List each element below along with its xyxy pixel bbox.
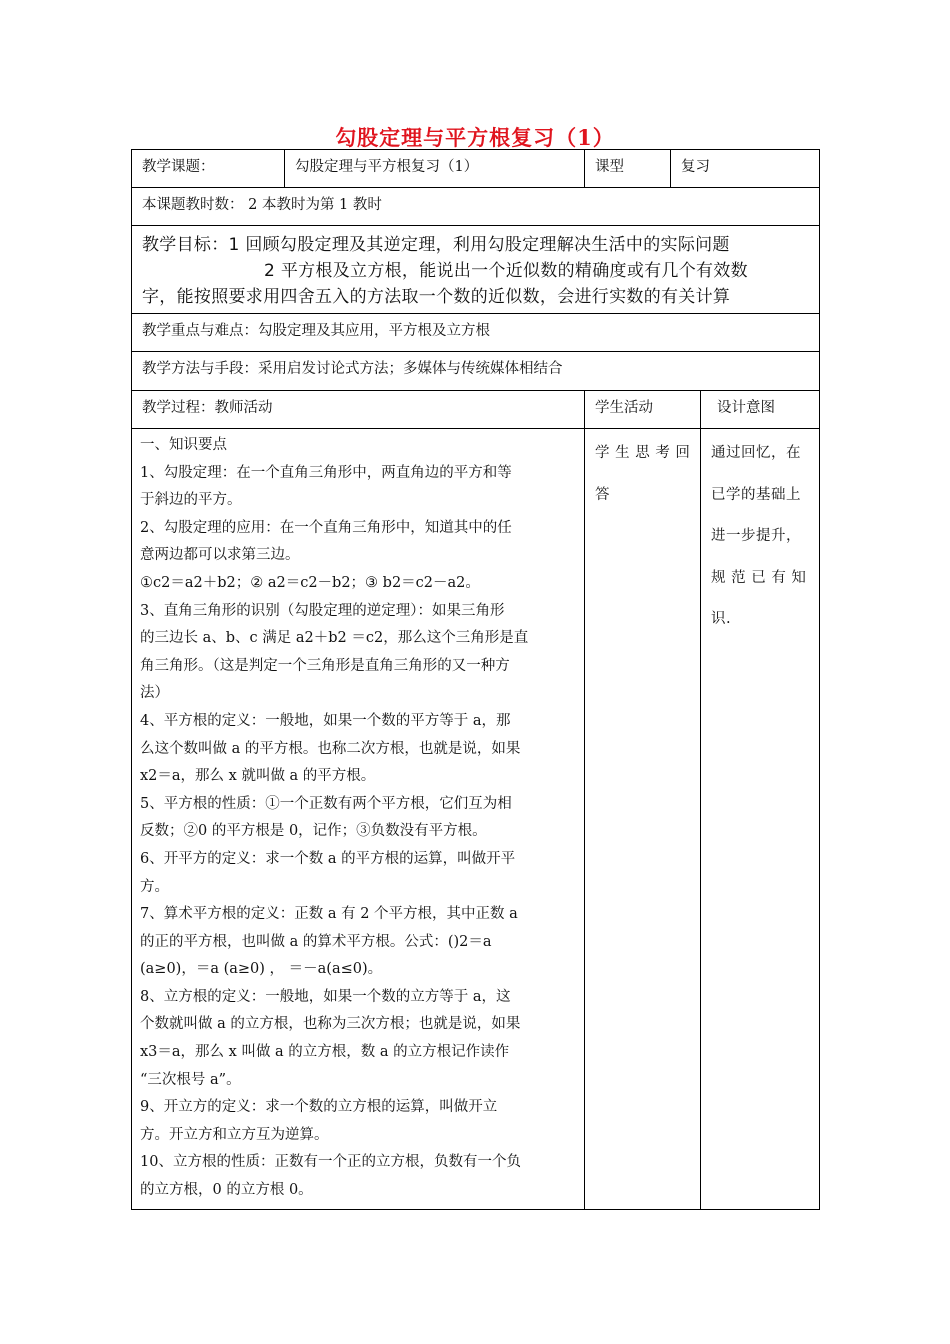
- knowledge-line: 法）: [140, 685, 169, 702]
- student-activity-line: 答: [595, 487, 610, 503]
- knowledge-line: x2＝a，那么 x 就叫做 a 的平方根。: [140, 768, 376, 785]
- knowledge-line: 7、算术平方根的定义：正数 a 有 2 个平方根，其中正数 a: [140, 906, 518, 923]
- hours-row: [131, 187, 820, 225]
- knowledge-line: 角三角形。（这是判定一个三角形是直角三角形的又一种方: [140, 657, 510, 674]
- knowledge-points: [132, 429, 584, 1209]
- knowledge-line: 反数；②0 的平方根是 0，记作；③负数没有平方根。: [140, 823, 487, 840]
- process-header-row: [131, 390, 820, 428]
- knowledge-line: 1、勾股定理：在一个直角三角形中，两直角边的平方和等: [140, 464, 512, 481]
- knowledge-line: 9、开立方的定义：求一个数的立方根的运算，叫做开立: [140, 1099, 498, 1116]
- design-intent-cell: [700, 429, 821, 1209]
- hours-text: 本课题教时数： 2 本教时为第 1 教时: [142, 197, 382, 213]
- design-intent-line: 进一步提升，: [711, 528, 801, 544]
- design-intent-line: 已学的基础上: [711, 486, 801, 503]
- design-intent-line: 识.: [711, 611, 732, 627]
- lesson-plan-table: [131, 149, 820, 1210]
- knowledge-line: 一、知识要点: [140, 437, 227, 453]
- design-intent-line: 通过回忆，在: [711, 445, 801, 461]
- objective-line-3: 字，能按照要求用四舍五入的方法取一个数的近似数，会进行实数的有关计算: [142, 287, 731, 307]
- objectives-row: [131, 225, 820, 313]
- knowledge-line: 的三边长 a、b、c 满足 a2＋b2 ＝c2，那么这个三角形是直: [140, 630, 529, 647]
- knowledge-line: 6、开平方的定义：求一个数 a 的平方根的运算，叫做开平: [140, 850, 516, 867]
- objectives-text: [132, 226, 819, 313]
- knowledge-line: 方。: [140, 878, 169, 895]
- methods-row: [131, 351, 820, 390]
- topic-row: [131, 149, 820, 187]
- objective-line-1: 教学目标：1 回顾勾股定理及其逆定理，利用勾股定理解决生活中的实际问题: [142, 235, 730, 255]
- process-body-row: [131, 428, 820, 1210]
- knowledge-line: 2、勾股定理的应用：在一个直角三角形中，知道其中的任: [140, 519, 512, 536]
- key-points-row: [131, 313, 820, 351]
- knowledge-line: 意两边都可以求第三边。: [140, 547, 300, 564]
- knowledge-line: 个数就叫做 a 的立方根，也称为三次方根；也就是说，如果: [140, 1016, 521, 1033]
- knowledge-line: 方。开立方和立方互为逆算。: [140, 1126, 329, 1143]
- knowledge-line: 10、立方根的性质：正数有一个正的立方根，负数有一个负: [140, 1154, 521, 1171]
- type-label: 课型: [584, 150, 670, 187]
- design-intent-header: 设计意图: [700, 391, 821, 428]
- knowledge-line: 的立方根，0 的立方根 0。: [140, 1182, 313, 1199]
- knowledge-line: (a≥0)，＝a (a≥0) ， ＝－a(a≤0)。: [140, 961, 383, 978]
- design-intent-line: 规 范 已 有 知: [711, 569, 807, 586]
- key-points-text: 教学重点与难点：勾股定理及其应用，平方根及立方根: [142, 323, 490, 339]
- student-activity-cell: [584, 429, 700, 1209]
- teacher-activity-header: 教学过程：教师活动: [142, 400, 273, 416]
- type-value: 复习: [670, 150, 821, 187]
- methods-text: 教学方法与手段：采用启发讨论式方法；多媒体与传统媒体相结合: [142, 361, 563, 377]
- knowledge-line: 么这个数叫做 a 的平方根。也称二次方根，也就是说，如果: [140, 740, 521, 757]
- knowledge-line: 5、平方根的性质：①一个正数有两个平方根，它们互为相: [140, 795, 512, 812]
- knowledge-line: 于斜边的平方。: [140, 492, 242, 509]
- document-title: 勾股定理与平方根复习（1）: [335, 125, 615, 150]
- knowledge-line: x3＝a，那么 x 叫做 a 的立方根，数 a 的立方根记作读作: [140, 1044, 510, 1061]
- knowledge-line: 8、立方根的定义：一般地，如果一个数的立方等于 a，这: [140, 988, 511, 1005]
- knowledge-line: 4、平方根的定义：一般地，如果一个数的平方等于 a，那: [140, 712, 511, 729]
- knowledge-line: ①c2＝a2＋b2；② a2＝c2－b2；③ b2＝c2－a2。: [140, 574, 480, 591]
- student-activity-line: 学 生 思 考 回: [595, 445, 691, 461]
- objective-line-2: 2 平方根及立方根，能说出一个近似数的精确度或有几个有效数: [264, 261, 748, 281]
- topic-value: 勾股定理与平方根复习（1）: [284, 150, 584, 187]
- knowledge-line: “三次根号 a”。: [140, 1071, 241, 1088]
- student-activity-header: 学生活动: [584, 391, 700, 428]
- knowledge-line: 的正的平方根，也叫做 a 的算术平方根。公式：()2＝a: [140, 933, 492, 950]
- knowledge-line: 3、直角三角形的识别（勾股定理的逆定理）：如果三角形: [140, 602, 505, 619]
- topic-label: 教学课题：: [142, 159, 215, 175]
